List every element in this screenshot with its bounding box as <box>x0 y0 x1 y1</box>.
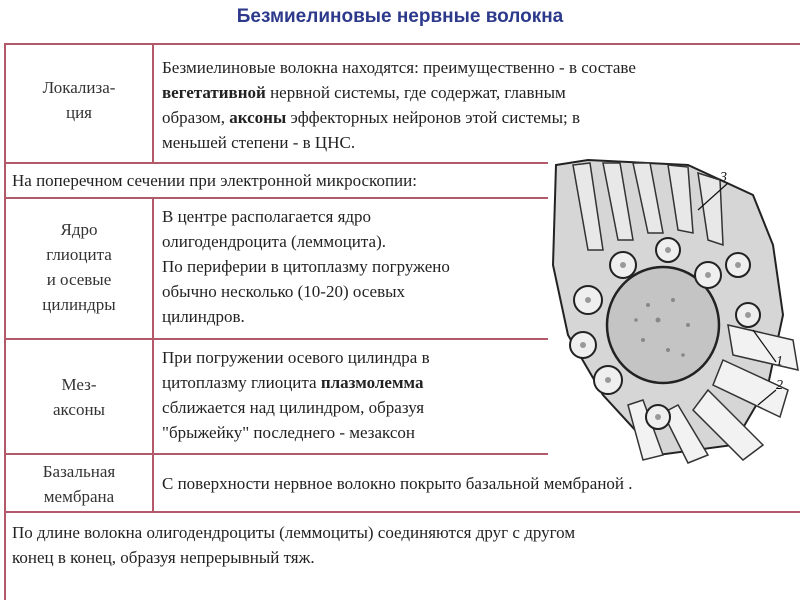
footer-text: По длине волокна олигодендроциты (леммоциты) соединяются друг с другом конец в конец, образуя непрерывный тяж. <box>12 523 576 567</box>
nucleus-text: В центре располагается ядро олигодендроцита (леммоцита). По периферии в цитоплазму погружено обычно несколько (10-20) осевых цилиндров. <box>162 207 450 326</box>
label-1: 1 <box>776 354 783 369</box>
label-2: 2 <box>776 378 783 393</box>
localization-label: Локализа- ция <box>42 78 116 122</box>
column-divider <box>152 43 154 163</box>
table-border-top <box>4 43 800 45</box>
page-title: Безмиелиновые нервные волокна <box>236 6 564 27</box>
row-divider <box>4 162 549 164</box>
mesaxons-text: При погружении осевого цилиндра в цитоплазму глиоцита плазмолемма сближается над цилиндром, образуя "брыжейку" последнего - мезаксон <box>162 348 430 442</box>
basal-text: С поверхности нервное волокно покрыто базальной мембраной . <box>162 474 633 493</box>
nucleus-label: Ядро глиоцита и осевые цилиндры <box>42 220 116 314</box>
row-divider <box>4 197 549 199</box>
cross-section-text: На поперечном сечении при электронной микроскопии: <box>12 171 417 190</box>
basal-label: Базальная мембрана <box>42 462 116 506</box>
mesaxons-label: Мез- аксоны <box>53 375 105 419</box>
column-divider <box>152 197 154 512</box>
nerve-fiber-illustration <box>548 155 800 465</box>
table-border-left <box>4 43 6 600</box>
localization-text: Безмиелиновые волокна находятся: преимущественно - в составе вегетативной нервной системы, где содержат, главным образом, аксоны эффекторных нейронов этой системы; в меньшей степени - в ЦНС. <box>162 58 636 152</box>
label-3: 3 <box>720 170 727 185</box>
row-divider <box>4 338 549 340</box>
row-divider <box>4 511 800 513</box>
